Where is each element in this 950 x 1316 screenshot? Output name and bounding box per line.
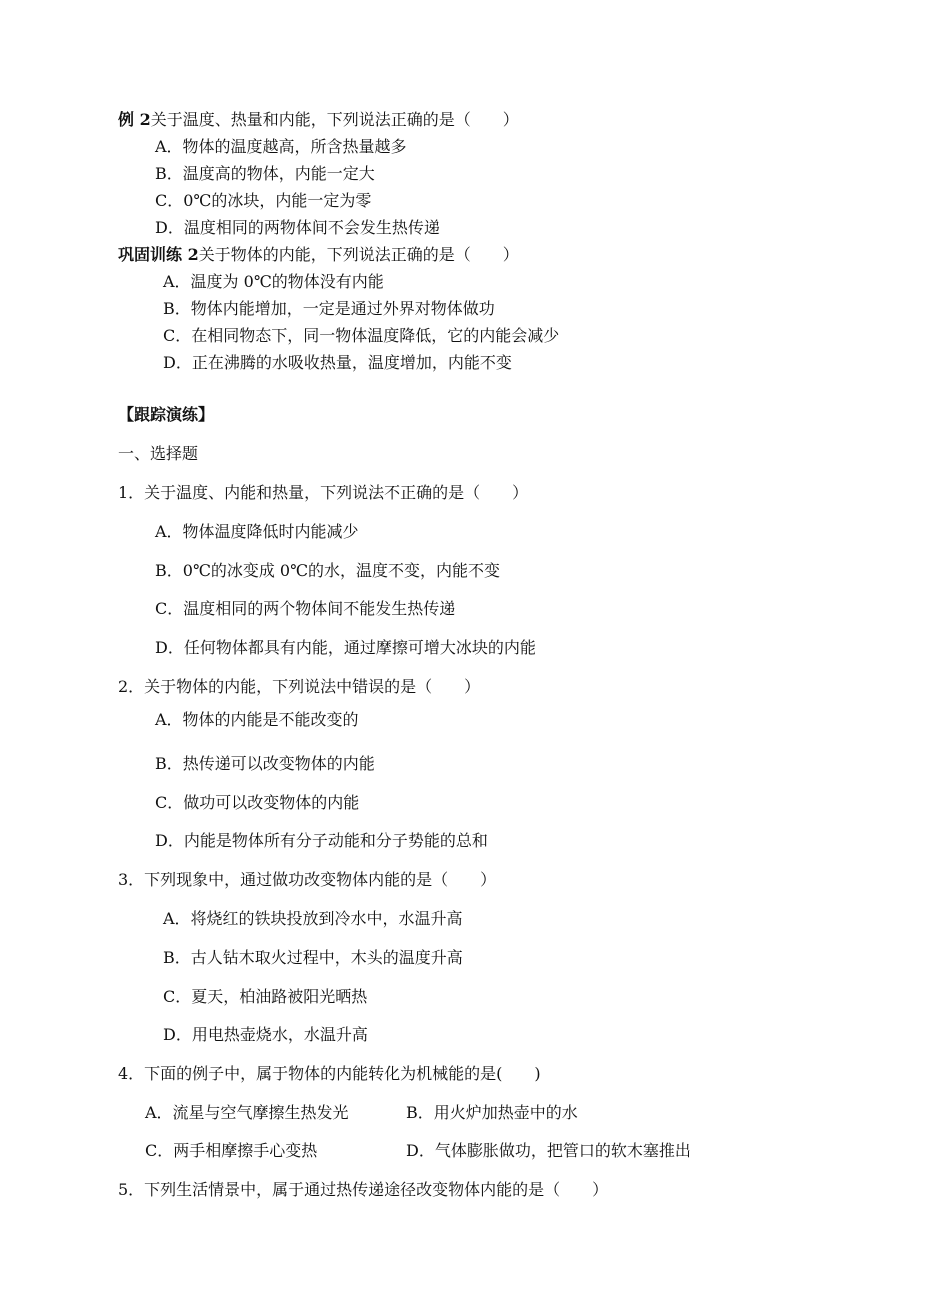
question-4-option-c: C．两手相摩擦手心变热 xyxy=(145,1141,318,1160)
question-2-stem: 2．关于物体的内能，下列说法中错误的是（ ） xyxy=(118,677,481,696)
question-4-option-d: D．气体膨胀做功，把管口的软木塞推出 xyxy=(406,1141,691,1160)
question-2-option-d: D．内能是物体所有分子动能和分子势能的总和 xyxy=(155,831,488,850)
question-1-option-c: C．温度相同的两个物体间不能发生热传递 xyxy=(155,599,456,618)
question-3-option-d: D．用电热壶烧水，水温升高 xyxy=(163,1025,368,1044)
question-2-option-c: C．做功可以改变物体的内能 xyxy=(155,793,360,812)
question-3-option-b: B．古人钻木取火过程中，木头的温度升高 xyxy=(163,948,463,967)
question-1-option-d: D．任何物体都具有内能，通过摩擦可增大冰块的内能 xyxy=(155,638,536,657)
part-title: 一、选择题 xyxy=(118,444,199,463)
example2-option-c: C．0℃的冰块，内能一定为零 xyxy=(155,191,372,210)
example2-option-b: B．温度高的物体，内能一定大 xyxy=(155,164,375,183)
practice2-option-c: C．在相同物态下，同一物体温度降低，它的内能会减少 xyxy=(163,326,560,345)
example2-label: 例 2 xyxy=(118,110,151,129)
section-title: 【跟踪演练】 xyxy=(118,405,215,424)
question-4-option-a: A．流星与空气摩擦生热发光 xyxy=(145,1103,349,1122)
practice2-stem: 关于物体的内能，下列说法正确的是（ ） xyxy=(198,245,519,264)
example2-option-a: A．物体的温度越高，所含热量越多 xyxy=(155,137,407,156)
question-2-option-b: B．热传递可以改变物体的内能 xyxy=(155,754,375,773)
example2-stem: 关于温度、热量和内能，下列说法正确的是（ ） xyxy=(150,110,519,129)
practice2-option-a: A．温度为 0℃的物体没有内能 xyxy=(163,272,384,291)
example2-stem-line xyxy=(118,110,519,130)
question-1-option-a: A．物体温度降低时内能减少 xyxy=(155,522,359,541)
question-3-option-c: C．夏天，柏油路被阳光晒热 xyxy=(163,987,368,1006)
practice2-label: 巩固训练 2 xyxy=(118,245,199,264)
practice2-option-b: B．物体内能增加，一定是通过外界对物体做功 xyxy=(163,299,495,318)
question-1-option-b: B．0℃的冰变成 0℃的水，温度不变，内能不变 xyxy=(155,561,501,580)
question-1-stem: 1．关于温度、内能和热量，下列说法不正确的是（ ） xyxy=(118,483,529,502)
practice2-stem-line xyxy=(118,245,519,265)
question-3-option-a: A．将烧红的铁块投放到冷水中，水温升高 xyxy=(163,909,463,928)
question-4-option-b: B．用火炉加热壶中的水 xyxy=(406,1103,578,1122)
question-2-option-a: A．物体的内能是不能改变的 xyxy=(155,710,359,729)
practice2-option-d: D．正在沸腾的水吸收热量，温度增加，内能不变 xyxy=(163,353,512,372)
question-4-stem: 4．下面的例子中，属于物体的内能转化为机械能的是( ) xyxy=(118,1064,541,1083)
example2-option-d: D．温度相同的两物体间不会发生热传递 xyxy=(155,218,440,237)
question-5-stem: 5．下列生活情景中，属于通过热传递途径改变物体内能的是（ ） xyxy=(118,1180,609,1199)
question-3-stem: 3．下列现象中，通过做功改变物体内能的是（ ） xyxy=(118,870,497,889)
